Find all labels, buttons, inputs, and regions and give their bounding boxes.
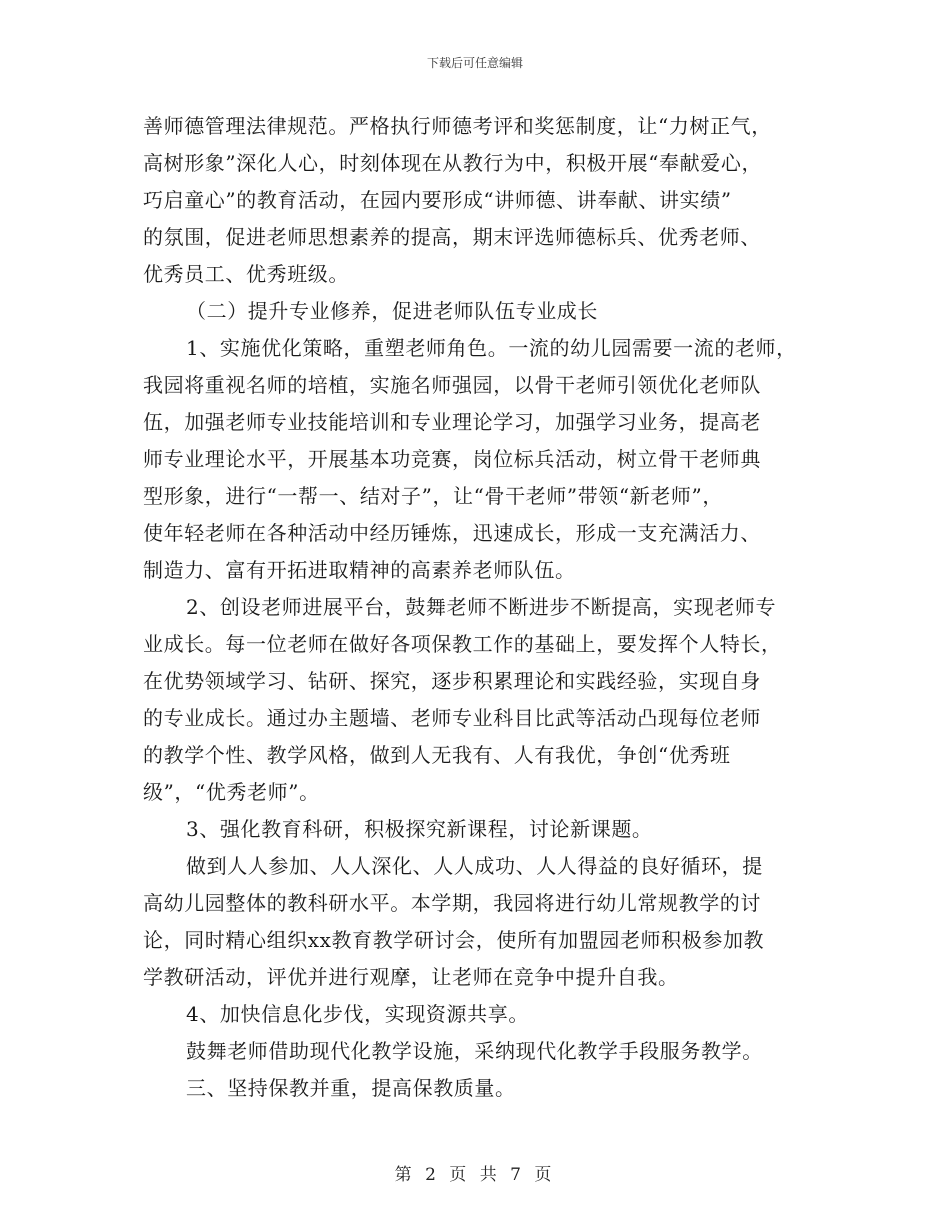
text-line: 善师德管理法律规范。严格执行师德考评和奖惩制度，让“力树正气， [143, 114, 772, 138]
section-heading: 三、坚持保教并重，提高保教质量。 [186, 1076, 516, 1100]
text-line: 3、强化教育科研，积极探究新课程，讨论新课题。 [186, 817, 653, 841]
section-heading: （二）提升专业修养，促进老师队伍专业成长 [186, 299, 598, 323]
text-line: 高树形象”深化人心，时刻体现在从教行为中，积极开展“奉献爱心， [143, 151, 763, 175]
text-line: 论，同时精心组织xx教育教学研讨会，使所有加盟园老师积极参加教 [143, 928, 765, 952]
text-line: 使年轻老师在各种活动中经历锤炼，迅速成长，形成一支充满活力、 [143, 521, 761, 545]
text-line: 2、创设老师进展平台，鼓舞老师不断进步不断提高，实现老师专 [186, 595, 777, 619]
text-line: 优秀员工、优秀班级。 [143, 262, 349, 286]
text-line: 4、加快信息化步伐，实现资源共享。 [186, 1002, 529, 1026]
text-line: 的专业成长。通过办主题墙、老师专业科目比武等活动凸现每位老师 [143, 706, 761, 730]
text-line: 的氛围，促进老师思想素养的提高，期末评选师德标兵、优秀老师、 [143, 225, 761, 249]
text-line: 1、实施优化策略，重塑老师角色。一流的幼儿园需要一流的老师， [186, 336, 797, 360]
text-line: 制造力、富有开拓进取精神的高素养老师队伍。 [143, 558, 576, 582]
text-line: 巧启童心”的教育活动，在园内要形成“讲师德、讲奉献、讲实绩” [143, 188, 732, 212]
text-line: 我园将重视名师的培植，实施名师强园，以骨干老师引领优化老师队 [143, 373, 761, 397]
text-line: 在优势领域学习、钻研、探究，逐步积累理论和实践经验，实现自身 [143, 669, 761, 693]
text-line: 的教学个性、教学风格，做到人无我有、人有我优，争创“优秀班 [143, 743, 731, 767]
page-footer: 第 2 页 共 7 页 [394, 1165, 556, 1185]
page-header: 下载后可任意编辑 [426, 56, 523, 70]
text-line: 业成长。每一位老师在做好各项保教工作的基础上，要发挥个人特长， [143, 632, 782, 656]
text-line: 级”，“优秀老师”。 [143, 780, 320, 804]
text-line: 高幼儿园整体的教科研水平。本学期，我园将进行幼儿常规教学的讨 [143, 891, 761, 915]
text-line: 伍，加强老师专业技能培训和专业理论学习，加强学习业务，提高老 [143, 410, 761, 434]
text-line: 学教研活动，评优并进行观摩，让老师在竞争中提升自我。 [143, 965, 679, 989]
text-line: 师专业理论水平，开展基本功竞赛，岗位标兵活动，树立骨干老师典 [143, 447, 761, 471]
text-line: 型形象，进行“一帮一、结对子”，让“骨干老师”带领“新老师”， [143, 484, 723, 508]
text-line: 鼓舞老师借助现代化教学设施，采纳现代化教学手段服务教学。 [186, 1039, 763, 1063]
text-line: 做到人人参加、人人深化、人人成功、人人得益的良好循环，提 [186, 854, 763, 878]
